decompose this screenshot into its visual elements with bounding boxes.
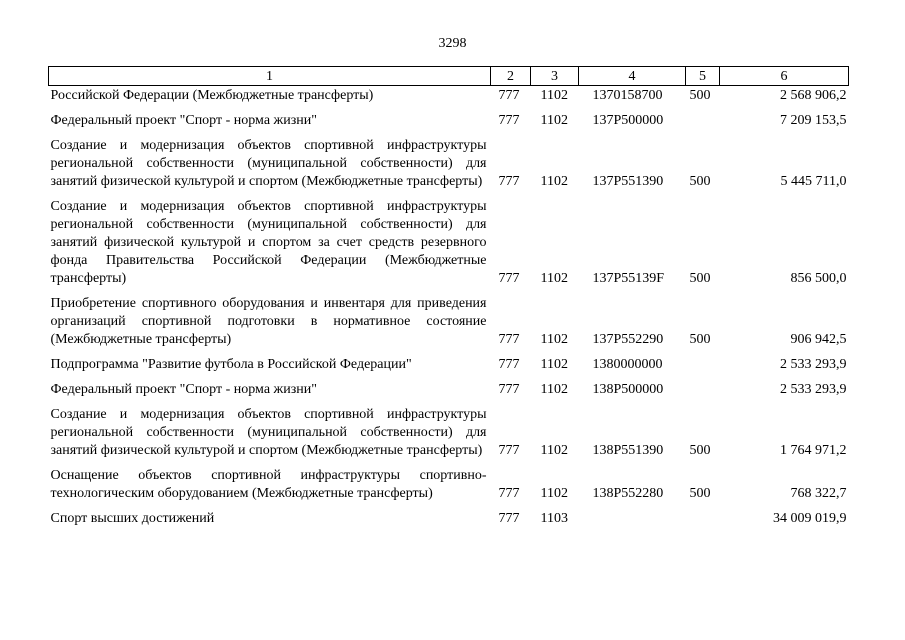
expense-type-code xyxy=(686,349,720,374)
ministry-code: 777 xyxy=(498,113,520,128)
amount: 768 322,7 xyxy=(790,486,847,501)
amount: 2 533 293,9 xyxy=(780,382,847,397)
expense-type-code: 500 xyxy=(689,332,711,347)
table-row xyxy=(49,86,849,106)
section-code: 1102 xyxy=(540,174,568,189)
table-row xyxy=(49,191,849,288)
target-article-code: 1370158700 xyxy=(592,88,663,103)
ministry-code: 777 xyxy=(498,174,520,189)
target-article-code xyxy=(579,503,686,528)
target-article-code: 1380000000 xyxy=(592,357,663,372)
section-code: 1102 xyxy=(540,357,568,372)
target-article-code: 138P552280 xyxy=(592,486,664,501)
item-name: Приобретение спортивного оборудования и инвентаря для приведения организаций спортивной подготовки в нормативное состояние (Межбюджетные трансферты) xyxy=(50,296,487,347)
expense-type-code: 500 xyxy=(689,443,711,458)
amount: 2 533 293,9 xyxy=(780,357,847,372)
target-article-code: 137P551390 xyxy=(592,174,664,189)
amount: 906 942,5 xyxy=(790,332,847,347)
table-row xyxy=(49,105,849,130)
section-code: 1102 xyxy=(540,486,568,501)
expense-type-code xyxy=(686,105,720,130)
ministry-code: 777 xyxy=(498,271,520,286)
section-code: 1102 xyxy=(540,443,568,458)
amount: 34 009 019,9 xyxy=(773,511,847,526)
ministry-code: 777 xyxy=(498,332,520,347)
expense-type-code: 500 xyxy=(689,174,711,189)
amount: 7 209 153,5 xyxy=(780,113,847,128)
column-number-1: 1 xyxy=(49,67,491,86)
expense-type-code: 500 xyxy=(689,486,711,501)
ministry-code: 777 xyxy=(498,486,520,501)
section-code: 1102 xyxy=(540,271,568,286)
budget-table xyxy=(48,66,849,528)
item-name: Создание и модернизация объектов спортивной инфраструктуры региональной собственности (муниципальной собственности) для занятий физической культурой и спортом за счет средств резервного фонда Правительства Российской Федерации (Межбюджетные трансферты) xyxy=(50,199,487,286)
page-number: 3298 xyxy=(438,36,467,51)
column-number-2: 2 xyxy=(491,67,531,86)
column-number-5: 5 xyxy=(686,67,720,86)
ministry-code: 777 xyxy=(498,357,520,372)
table-row xyxy=(49,288,849,349)
item-name: Федеральный проект "Спорт - норма жизни" xyxy=(50,382,317,397)
item-name: Спорт высших достижений xyxy=(50,511,215,526)
expense-type-code xyxy=(686,374,720,399)
amount: 2 568 906,2 xyxy=(780,88,847,103)
item-name: Создание и модернизация объектов спортивной инфраструктуры региональной собственности (муниципальной собственности) для занятий физической культурой и спортом (Межбюджетные трансферты) xyxy=(50,138,487,189)
item-name: Оснащение объектов спортивной инфраструктуры спортивно-технологическим оборудованием (Межбюджетные трансферты) xyxy=(50,468,487,501)
table-row xyxy=(49,130,849,191)
section-code: 1102 xyxy=(540,88,568,103)
table-row xyxy=(49,460,849,503)
item-name: Федеральный проект "Спорт - норма жизни" xyxy=(50,113,317,128)
item-name: Создание и модернизация объектов спортивной инфраструктуры региональной собственности (муниципальной собственности) для занятий физической культурой и спортом (Межбюджетные трансферты) xyxy=(50,407,487,458)
amount: 856 500,0 xyxy=(790,271,847,286)
expense-type-code: 500 xyxy=(689,88,711,103)
table-row xyxy=(49,399,849,460)
column-number-6: 6 xyxy=(720,67,849,86)
amount: 5 445 711,0 xyxy=(780,174,847,189)
ministry-code: 777 xyxy=(498,88,520,103)
table-header xyxy=(49,67,849,86)
item-name: Российской Федерации (Межбюджетные трансферты) xyxy=(50,88,374,103)
table-row xyxy=(49,349,849,374)
amount: 1 764 971,2 xyxy=(780,443,847,458)
ministry-code: 777 xyxy=(498,443,520,458)
table-row xyxy=(49,503,849,528)
expense-type-code xyxy=(686,503,720,528)
target-article-code: 137P500000 xyxy=(592,113,664,128)
target-article-code: 137P552290 xyxy=(592,332,664,347)
expense-type-code: 500 xyxy=(689,271,711,286)
target-article-code: 137P55139F xyxy=(592,271,665,286)
table-row xyxy=(49,374,849,399)
ministry-code: 777 xyxy=(498,511,520,526)
item-name: Подпрограмма "Развитие футбола в Российской Федерации" xyxy=(50,357,412,372)
section-code: 1102 xyxy=(540,382,568,397)
section-code: 1102 xyxy=(540,113,568,128)
target-article-code: 138P500000 xyxy=(592,382,664,397)
ministry-code: 777 xyxy=(498,382,520,397)
column-number-4: 4 xyxy=(579,67,686,86)
target-article-code: 138P551390 xyxy=(592,443,664,458)
section-code: 1103 xyxy=(540,511,568,526)
section-code: 1102 xyxy=(540,332,568,347)
column-number-3: 3 xyxy=(531,67,579,86)
